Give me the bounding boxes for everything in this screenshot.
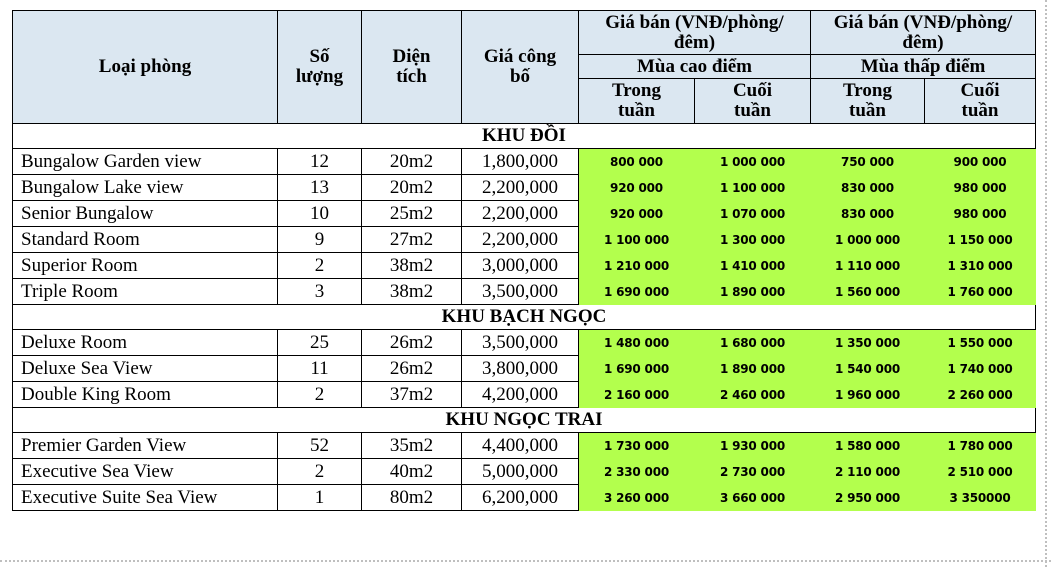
header-sale-price-low: Giá bán (VNĐ/phòng/đêm) xyxy=(811,11,1036,55)
low-weekend-price: 900 000 xyxy=(925,149,1036,175)
room-name: Senior Bungalow xyxy=(13,201,278,227)
high-weekend-price: 1 890 000 xyxy=(695,356,811,382)
high-weekday-price: 3 260 000 xyxy=(579,485,695,511)
room-area: 20m2 xyxy=(362,149,462,175)
low-weekday-price: 2 110 000 xyxy=(811,459,925,485)
room-quantity: 25 xyxy=(278,330,362,356)
low-weekend-price: 1 740 000 xyxy=(925,356,1036,382)
low-weekend-price: 2 260 000 xyxy=(925,382,1036,408)
low-weekday-price: 830 000 xyxy=(811,175,925,201)
high-weekday-price: 920 000 xyxy=(579,201,695,227)
listed-price: 2,200,000 xyxy=(462,175,579,201)
low-weekend-price: 1 310 000 xyxy=(925,253,1036,279)
room-price-table xyxy=(12,10,1036,511)
low-weekend-price: 1 150 000 xyxy=(925,227,1036,253)
listed-price: 2,200,000 xyxy=(462,227,579,253)
table-row xyxy=(13,485,1036,511)
table-row xyxy=(13,149,1036,175)
low-weekend-price: 2 510 000 xyxy=(925,459,1036,485)
room-area: 26m2 xyxy=(362,356,462,382)
header-quantity: Số lượng xyxy=(278,11,362,124)
table-row xyxy=(13,433,1036,459)
table-row xyxy=(13,201,1036,227)
room-quantity: 2 xyxy=(278,459,362,485)
high-weekend-price: 2 730 000 xyxy=(695,459,811,485)
room-area: 26m2 xyxy=(362,330,462,356)
room-quantity: 12 xyxy=(278,149,362,175)
listed-price: 3,800,000 xyxy=(462,356,579,382)
high-weekday-price: 800 000 xyxy=(579,149,695,175)
low-weekday-price: 1 350 000 xyxy=(811,330,925,356)
low-weekday-price: 1 560 000 xyxy=(811,279,925,305)
high-weekend-price: 1 100 000 xyxy=(695,175,811,201)
listed-price: 6,200,000 xyxy=(462,485,579,511)
high-weekday-price: 1 690 000 xyxy=(579,279,695,305)
low-weekday-price: 1 580 000 xyxy=(811,433,925,459)
listed-price: 5,000,000 xyxy=(462,459,579,485)
header-low-weekday: Trong tuần xyxy=(811,79,925,124)
low-weekend-price: 3 350000 xyxy=(925,485,1036,511)
room-area: 35m2 xyxy=(362,433,462,459)
high-weekend-price: 1 680 000 xyxy=(695,330,811,356)
low-weekday-price: 1 960 000 xyxy=(811,382,925,408)
listed-price: 3,500,000 xyxy=(462,330,579,356)
room-name: Deluxe Room xyxy=(13,330,278,356)
high-weekday-price: 1 100 000 xyxy=(579,227,695,253)
room-quantity: 9 xyxy=(278,227,362,253)
page-guide-right xyxy=(1045,0,1047,567)
room-quantity: 2 xyxy=(278,382,362,408)
header-high-weekend: Cuối tuần xyxy=(695,79,811,124)
low-weekend-price: 980 000 xyxy=(925,175,1036,201)
table-row xyxy=(13,459,1036,485)
room-quantity: 10 xyxy=(278,201,362,227)
table-header xyxy=(13,11,1036,124)
room-quantity: 52 xyxy=(278,433,362,459)
room-quantity: 11 xyxy=(278,356,362,382)
low-weekday-price: 830 000 xyxy=(811,201,925,227)
listed-price: 4,400,000 xyxy=(462,433,579,459)
header-listed-price: Giá công bố xyxy=(462,11,579,124)
high-weekday-price: 1 210 000 xyxy=(579,253,695,279)
page-guide-bottom xyxy=(0,560,1051,562)
header-low-weekend: Cuối tuần xyxy=(925,79,1036,124)
table-body xyxy=(13,124,1036,511)
room-area: 80m2 xyxy=(362,485,462,511)
room-name: Standard Room xyxy=(13,227,278,253)
high-weekend-price: 1 410 000 xyxy=(695,253,811,279)
table-row xyxy=(13,253,1036,279)
table-row xyxy=(13,330,1036,356)
room-name: Triple Room xyxy=(13,279,278,305)
room-area: 38m2 xyxy=(362,279,462,305)
room-name: Superior Room xyxy=(13,253,278,279)
room-area: 25m2 xyxy=(362,201,462,227)
high-weekday-price: 1 730 000 xyxy=(579,433,695,459)
listed-price: 3,000,000 xyxy=(462,253,579,279)
low-weekend-price: 980 000 xyxy=(925,201,1036,227)
room-area: 37m2 xyxy=(362,382,462,408)
low-weekday-price: 2 950 000 xyxy=(811,485,925,511)
room-name: Deluxe Sea View xyxy=(13,356,278,382)
high-weekend-price: 1 930 000 xyxy=(695,433,811,459)
section-row xyxy=(13,124,1036,149)
room-quantity: 13 xyxy=(278,175,362,201)
header-room-type: Loại phòng xyxy=(13,11,278,124)
low-weekday-price: 1 110 000 xyxy=(811,253,925,279)
high-weekend-price: 3 660 000 xyxy=(695,485,811,511)
section-title: KHU NGỌC TRAI xyxy=(13,408,1036,433)
room-name: Double King Room xyxy=(13,382,278,408)
table-row xyxy=(13,227,1036,253)
room-name: Executive Sea View xyxy=(13,459,278,485)
room-quantity: 2 xyxy=(278,253,362,279)
room-quantity: 3 xyxy=(278,279,362,305)
high-weekend-price: 2 460 000 xyxy=(695,382,811,408)
low-weekday-price: 1 000 000 xyxy=(811,227,925,253)
section-row xyxy=(13,408,1036,433)
high-weekday-price: 2 330 000 xyxy=(579,459,695,485)
high-weekday-price: 2 160 000 xyxy=(579,382,695,408)
room-area: 27m2 xyxy=(362,227,462,253)
table-row xyxy=(13,356,1036,382)
table-row xyxy=(13,382,1036,408)
low-weekend-price: 1 780 000 xyxy=(925,433,1036,459)
high-weekend-price: 1 300 000 xyxy=(695,227,811,253)
low-weekday-price: 750 000 xyxy=(811,149,925,175)
high-weekday-price: 920 000 xyxy=(579,175,695,201)
low-weekday-price: 1 540 000 xyxy=(811,356,925,382)
table-row xyxy=(13,175,1036,201)
room-name: Premier Garden View xyxy=(13,433,278,459)
header-high-weekday: Trong tuần xyxy=(579,79,695,124)
header-area: Diện tích xyxy=(362,11,462,124)
listed-price: 1,800,000 xyxy=(462,149,579,175)
section-title: KHU BẠCH NGỌC xyxy=(13,305,1036,330)
section-row xyxy=(13,305,1036,330)
high-weekday-price: 1 690 000 xyxy=(579,356,695,382)
room-name: Bungalow Lake view xyxy=(13,175,278,201)
header-sale-price-high: Giá bán (VNĐ/phòng/đêm) xyxy=(579,11,811,55)
listed-price: 3,500,000 xyxy=(462,279,579,305)
header-low-season: Mùa thấp điểm xyxy=(811,55,1036,79)
low-weekend-price: 1 760 000 xyxy=(925,279,1036,305)
section-title: KHU ĐỒI xyxy=(13,124,1036,149)
room-quantity: 1 xyxy=(278,485,362,511)
room-name: Bungalow Garden view xyxy=(13,149,278,175)
room-area: 40m2 xyxy=(362,459,462,485)
listed-price: 4,200,000 xyxy=(462,382,579,408)
table-row xyxy=(13,279,1036,305)
room-area: 38m2 xyxy=(362,253,462,279)
header-high-season: Mùa cao điểm xyxy=(579,55,811,79)
high-weekday-price: 1 480 000 xyxy=(579,330,695,356)
high-weekend-price: 1 070 000 xyxy=(695,201,811,227)
listed-price: 2,200,000 xyxy=(462,201,579,227)
low-weekend-price: 1 550 000 xyxy=(925,330,1036,356)
room-area: 20m2 xyxy=(362,175,462,201)
room-name: Executive Suite Sea View xyxy=(13,485,278,511)
high-weekend-price: 1 890 000 xyxy=(695,279,811,305)
high-weekend-price: 1 000 000 xyxy=(695,149,811,175)
